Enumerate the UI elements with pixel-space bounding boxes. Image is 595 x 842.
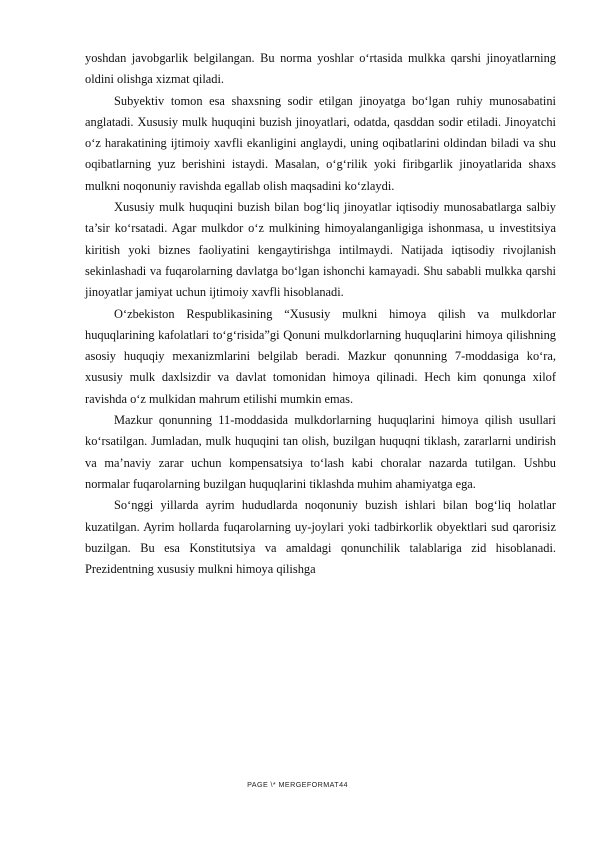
paragraph-article-11: Mazkur qonunning 11-moddasida mulkdorlarning huquqlarini himoya qilish usullari ko‘rsatilgan. Jumladan, mulk huquqini tan olish, buzilgan huquqni tiklash, zararlarni undirish va ma’naviy zarar uchun kompensatsiya to‘lash kabi choralar nazarda tutilgan. Ushbu normalar fuqarolarning buzilgan huquqlarini tiklashda muhim ahamiyatga ega. [85,413,556,491]
page-footer-field: PAGE \* MERGEFORMAT44 [247,780,348,789]
paragraph-subjective-side: Subyektiv tomon esa shaxsning sodir etilgan jinoyatga bo‘lgan ruhiy munosabatini anglatadi. Xususiy mulk huquqini buzish jinoyatlari, odatda, qasddan sodir etiladi. Jinoyatchi o‘z harakatining ijtimoiy xavfli ekanligini anglaydi, uning oqibatlarini oldindan biladi va shu oqibatlarning yuz berishini istaydi. Masalan, o‘g‘rilik yoki firibgarlik jinoyatlarida shaxs mulkni noqonuniy ravishda egallab olish maqsadini ko‘zlaydi. [85,93,556,193]
paragraph-continuation: yoshdan javobgarlik belgilangan. Bu norma yoshlar o‘rtasida mulkka qarshi jinoyatlarning oldini olishga xizmat qiladi. [85,51,556,87]
body-text [85,48,556,580]
paragraph-economic-impact: Xususiy mulk huquqini buzish bilan bog‘liq jinoyatlar iqtisodiy munosabatlarga salbiy ta’sir ko‘rsatadi. Agar mulkdor o‘z mulkining himoyalanganligiga ishonmasa, u investitsiya kiritish yoki biznes faoliyatini kengaytirishga intilmaydi. Natijada iqtisodiy rivojlanish sekinlashadi va fuqarolarning davlatga bo‘lgan ishonchi kamayadi. Shu sababli mulkka qarshi jinoyatlar jamiyat uchun ijtimoiy xavfli hisoblanadi. [85,200,556,300]
paragraph-law-overview: O‘zbekiston Respublikasining “Xususiy mulkni himoya qilish va mulkdorlar huquqlarining kafolatlari to‘g‘risida”gi Qonuni mulkdorlarning huquqlarini himoya qilishning asosiy huquqiy mexanizmlarini belgilab beradi. Mazkur qonunning 7-moddasiga ko‘ra, xususiy mulk daxlsizdir va davlat tomonidan himoya qilinadi. Hech kim qonunga xilof ravishda o‘z mulkidan mahrum etilishi mumkin emas. [85,306,556,406]
paragraph-recent-cases: So‘nggi yillarda ayrim hududlarda noqonuniy buzish ishlari bilan bog‘liq holatlar kuzatilgan. Ayrim hollarda fuqarolarning uy-joylari yoki tadbirkorlik obyektlari sud qarorisiz buzilgan. Bu esa Konstitutsiya va amaldagi qonunchilik talablariga zid hisoblanadi. Prezidentning xususiy mulkni himoya qilishga [85,498,556,577]
